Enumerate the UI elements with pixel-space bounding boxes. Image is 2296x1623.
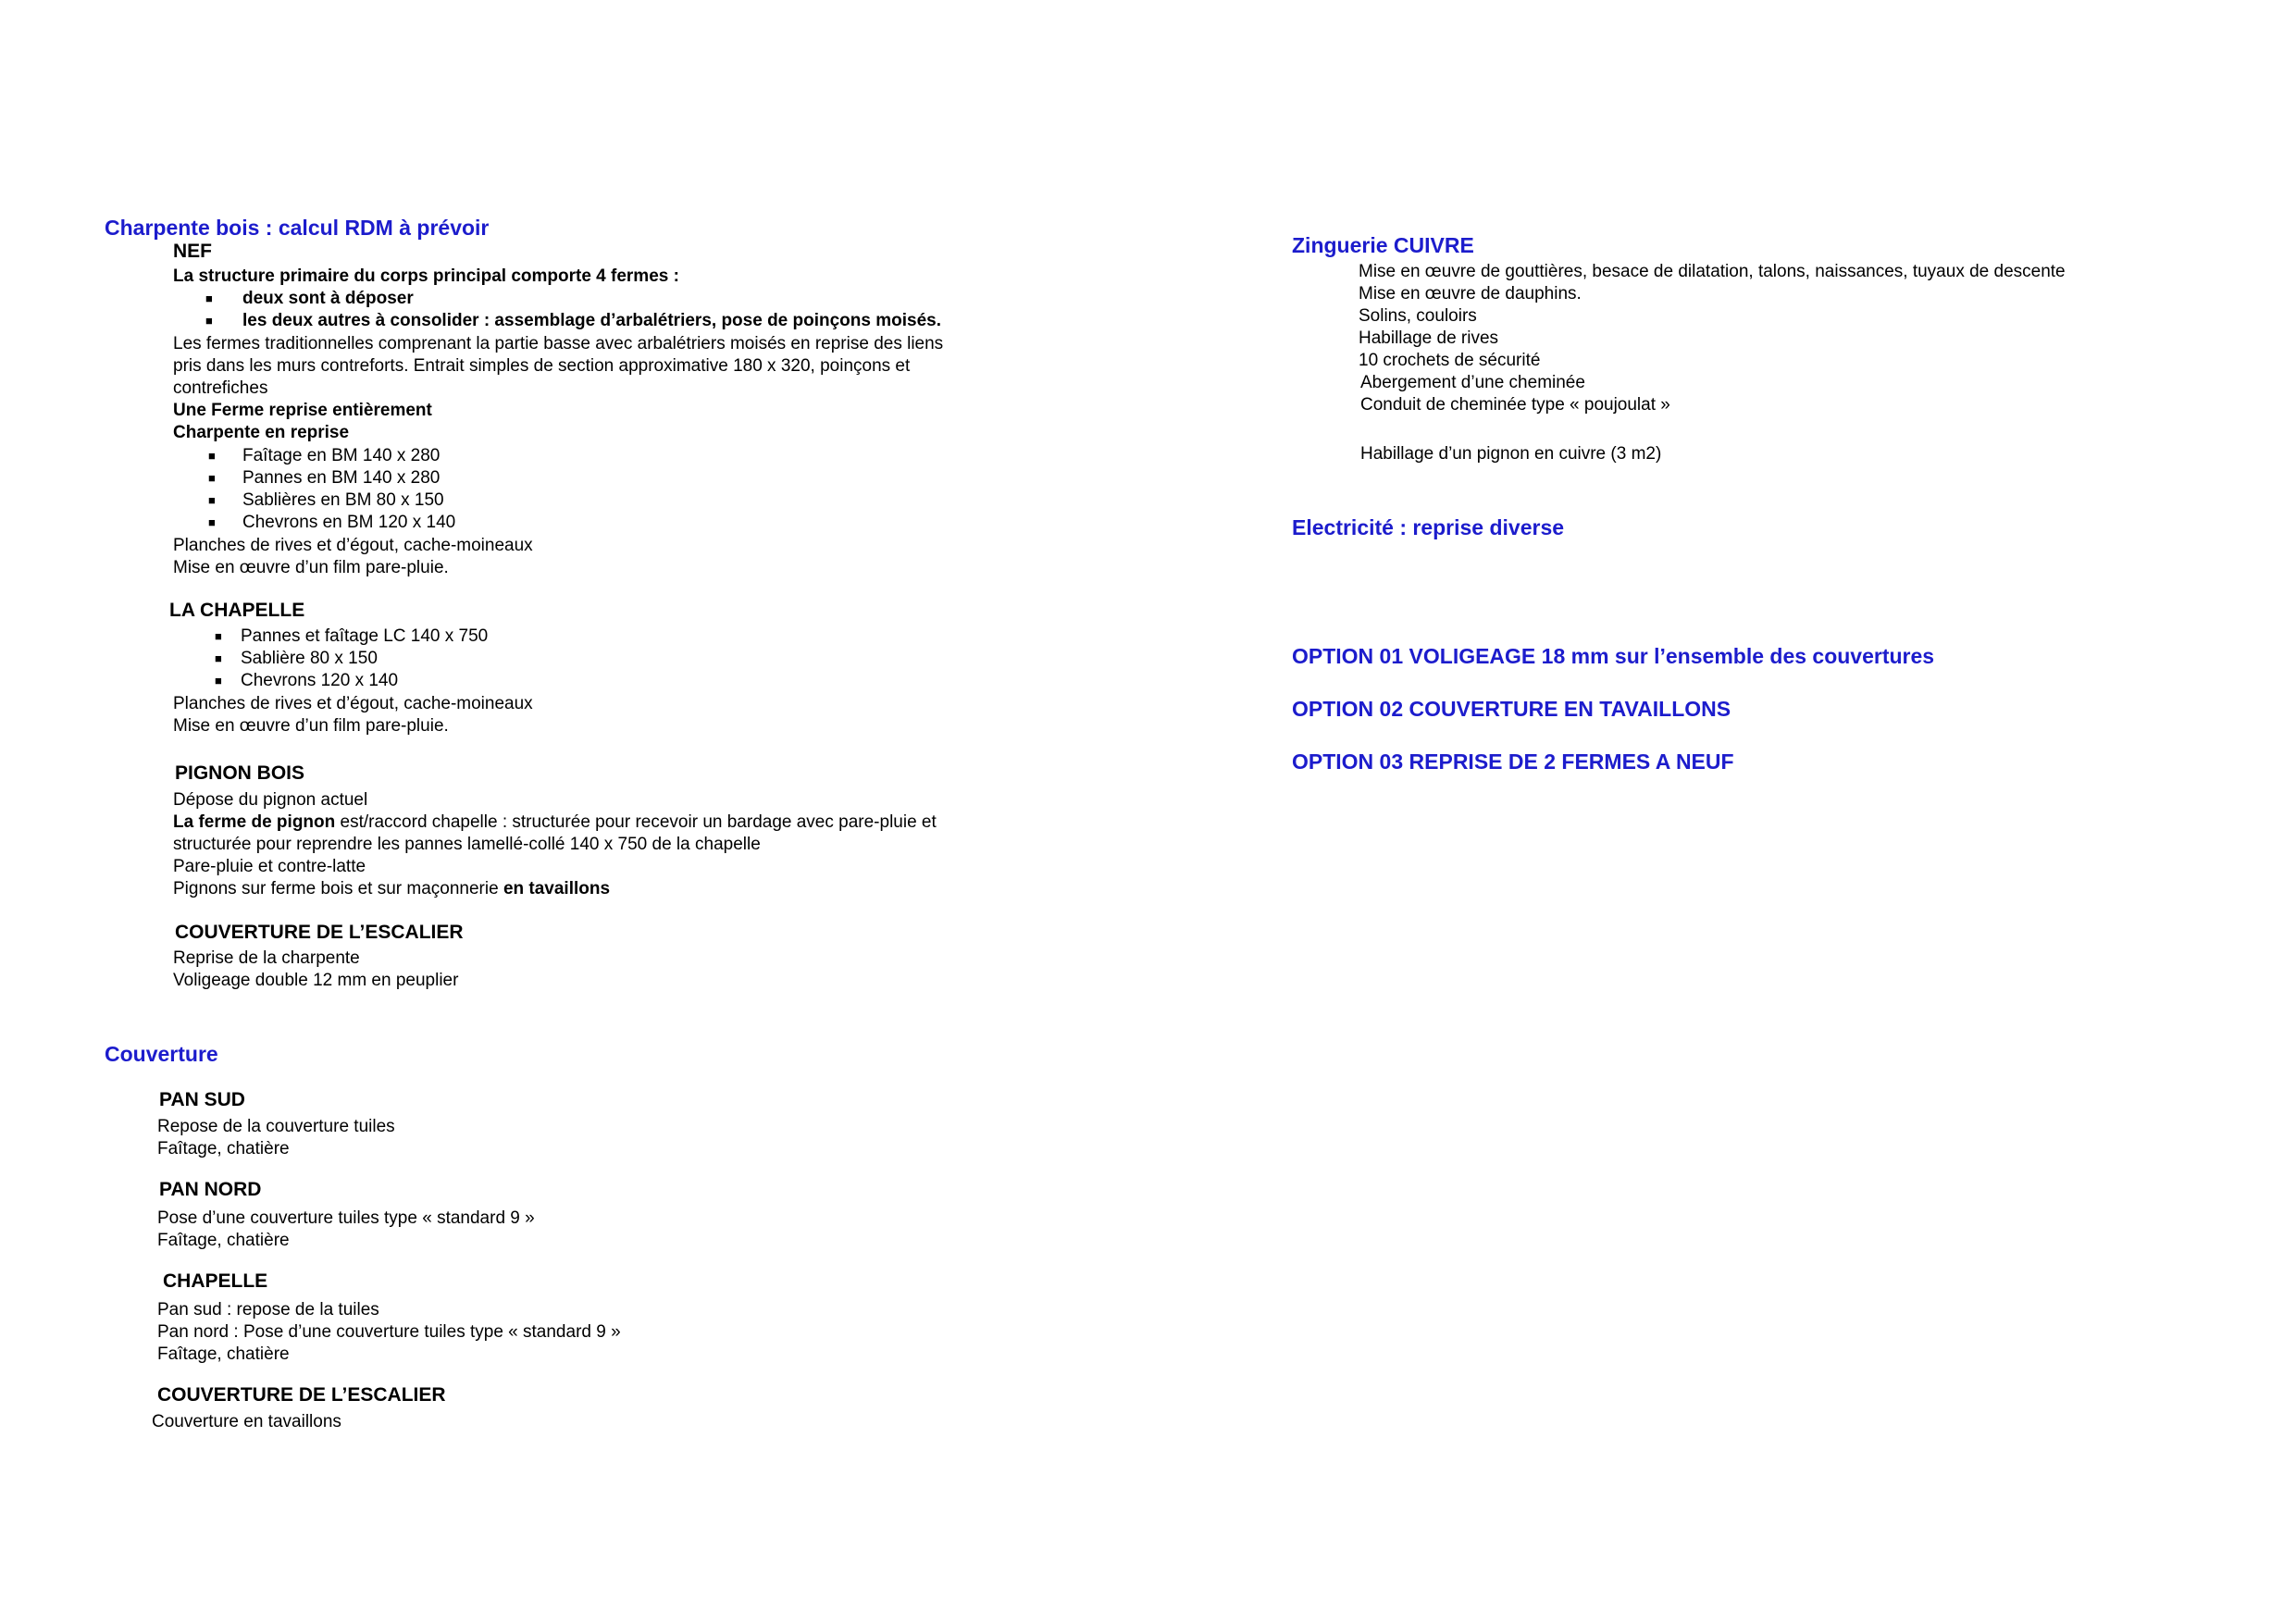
- escalier-line: Voligeage double 12 mm en peuplier: [173, 971, 459, 990]
- couverture-title: Couverture: [105, 1042, 218, 1066]
- nef-film: Mise en œuvre d’un film pare-pluie.: [173, 558, 449, 577]
- pan-nord-title: PAN NORD: [159, 1179, 262, 1200]
- zinguerie-line: Habillage de rives: [1359, 328, 1499, 348]
- nef-title: NEF: [173, 241, 212, 262]
- chapelle-title: LA CHAPELLE: [169, 600, 305, 621]
- electricite-title: Electricité : reprise diverse: [1292, 515, 1565, 539]
- chapelle-item: Pannes et faîtage LC 140 x 750: [241, 626, 489, 646]
- escalier-title: COUVERTURE DE L’ESCALIER: [175, 922, 464, 943]
- bullet-icon: ■: [208, 515, 216, 529]
- zinguerie-line: Mise en œuvre de gouttières, besace de dilatation, talons, naissances, tuyaux de descente: [1359, 262, 2066, 281]
- bullet-icon: ■: [208, 471, 216, 485]
- charpente-title: Charpente bois : calcul RDM à prévoir: [105, 216, 490, 240]
- option-03: OPTION 03 REPRISE DE 2 FERMES A NEUF: [1292, 750, 1734, 774]
- couv-escalier-title: COUVERTURE DE L’ESCALIER: [157, 1384, 446, 1406]
- nef-intro: La structure primaire du corps principal comporte 4 fermes :: [173, 266, 679, 286]
- zinguerie-line: Habillage d’un pignon en cuivre (3 m2): [1360, 444, 1662, 464]
- reprise-item: Pannes en BM 140 x 280: [242, 468, 441, 488]
- pignon-pare-pluie: Pare-pluie et contre-latte: [173, 857, 366, 876]
- bullet-icon: ■: [215, 629, 222, 643]
- pignon-pignons-text: Pignons sur ferme bois et sur maçonnerie: [173, 879, 503, 898]
- nef-description-line: pris dans les murs contreforts. Entrait simples de section approximative 180 x 320, poinçons et: [173, 356, 911, 376]
- pan-sud-title: PAN SUD: [159, 1089, 245, 1110]
- zinguerie-line: Mise en œuvre de dauphins.: [1359, 284, 1582, 304]
- reprise-item: Chevrons en BM 120 x 140: [242, 513, 456, 532]
- chapelle-film: Mise en œuvre d’un film pare-pluie.: [173, 716, 449, 736]
- nef-description-line: contrefiches: [173, 378, 268, 398]
- bullet-icon: ■: [208, 449, 216, 463]
- nef-reprise-title: Charpente en reprise: [173, 423, 350, 442]
- pan-sud-line: Repose de la couverture tuiles: [157, 1117, 395, 1136]
- couv-chapelle-line: Pan nord : Pose d’une couverture tuiles type « standard 9 »: [157, 1322, 621, 1342]
- chapelle-item: Chevrons 120 x 140: [241, 671, 399, 690]
- nef-description-line: Les fermes traditionnelles comprenant la partie basse avec arbalétriers moisés en reprise des liens: [173, 334, 944, 353]
- pan-nord-line: Faîtage, chatière: [157, 1231, 290, 1250]
- reprise-item: Sablières en BM 80 x 150: [242, 490, 444, 510]
- zinguerie-line: 10 crochets de sécurité: [1359, 351, 1541, 370]
- pignon-pignons: [173, 878, 610, 900]
- bullet-icon: ■: [208, 493, 216, 507]
- chapelle-item: Sablière 80 x 150: [241, 649, 378, 668]
- nef-bullet: les deux autres à consolider : assemblage d’arbalétriers, pose de poinçons moisés.: [242, 311, 941, 330]
- bullet-icon: ■: [215, 674, 222, 688]
- pignon-ferme: [173, 812, 937, 834]
- pignon-title: PIGNON BOIS: [175, 762, 305, 784]
- option-02: OPTION 02 COUVERTURE EN TAVAILLONS: [1292, 697, 1731, 721]
- zinguerie-title: Zinguerie CUIVRE: [1292, 233, 1474, 257]
- pignon-ferme-bold: La ferme de pignon: [173, 812, 336, 832]
- couv-chapelle-line: Pan sud : repose de la tuiles: [157, 1300, 379, 1319]
- pignon-ferme-rest: est/raccord chapelle : structurée pour recevoir un bardage avec pare-pluie et: [335, 812, 937, 832]
- pan-nord-line: Pose d’une couverture tuiles type « standard 9 »: [157, 1208, 535, 1228]
- pignon-ferme-line2: structurée pour reprendre les pannes lamellé-collé 140 x 750 de la chapelle: [173, 835, 761, 854]
- pignon-depose: Dépose du pignon actuel: [173, 790, 368, 810]
- nef-bullet: deux sont à déposer: [242, 289, 414, 308]
- pignon-pignons-bold: en tavaillons: [503, 879, 611, 898]
- bullet-icon: ■: [205, 291, 213, 305]
- couv-escalier-line: Couverture en tavaillons: [152, 1412, 341, 1431]
- pan-sud-line: Faîtage, chatière: [157, 1139, 290, 1158]
- option-01: OPTION 01 VOLIGEAGE 18 mm sur l’ensemble des couvertures: [1292, 644, 1935, 668]
- reprise-item: Faîtage en BM 140 x 280: [242, 446, 441, 465]
- nef-ferme: Une Ferme reprise entièrement: [173, 401, 432, 420]
- chapelle-planches: Planches de rives et d’égout, cache-moineaux: [173, 694, 533, 713]
- bullet-icon: ■: [215, 651, 222, 665]
- zinguerie-line: Conduit de cheminée type « poujoulat »: [1360, 395, 1670, 415]
- zinguerie-line: Abergement d’une cheminée: [1360, 373, 1585, 392]
- bullet-icon: ■: [205, 314, 213, 328]
- zinguerie-line: Solins, couloirs: [1359, 306, 1477, 326]
- couv-chapelle-line: Faîtage, chatière: [157, 1344, 290, 1364]
- nef-planches: Planches de rives et d’égout, cache-moineaux: [173, 536, 533, 555]
- couv-chapelle-title: CHAPELLE: [163, 1270, 268, 1292]
- escalier-line: Reprise de la charpente: [173, 948, 360, 968]
